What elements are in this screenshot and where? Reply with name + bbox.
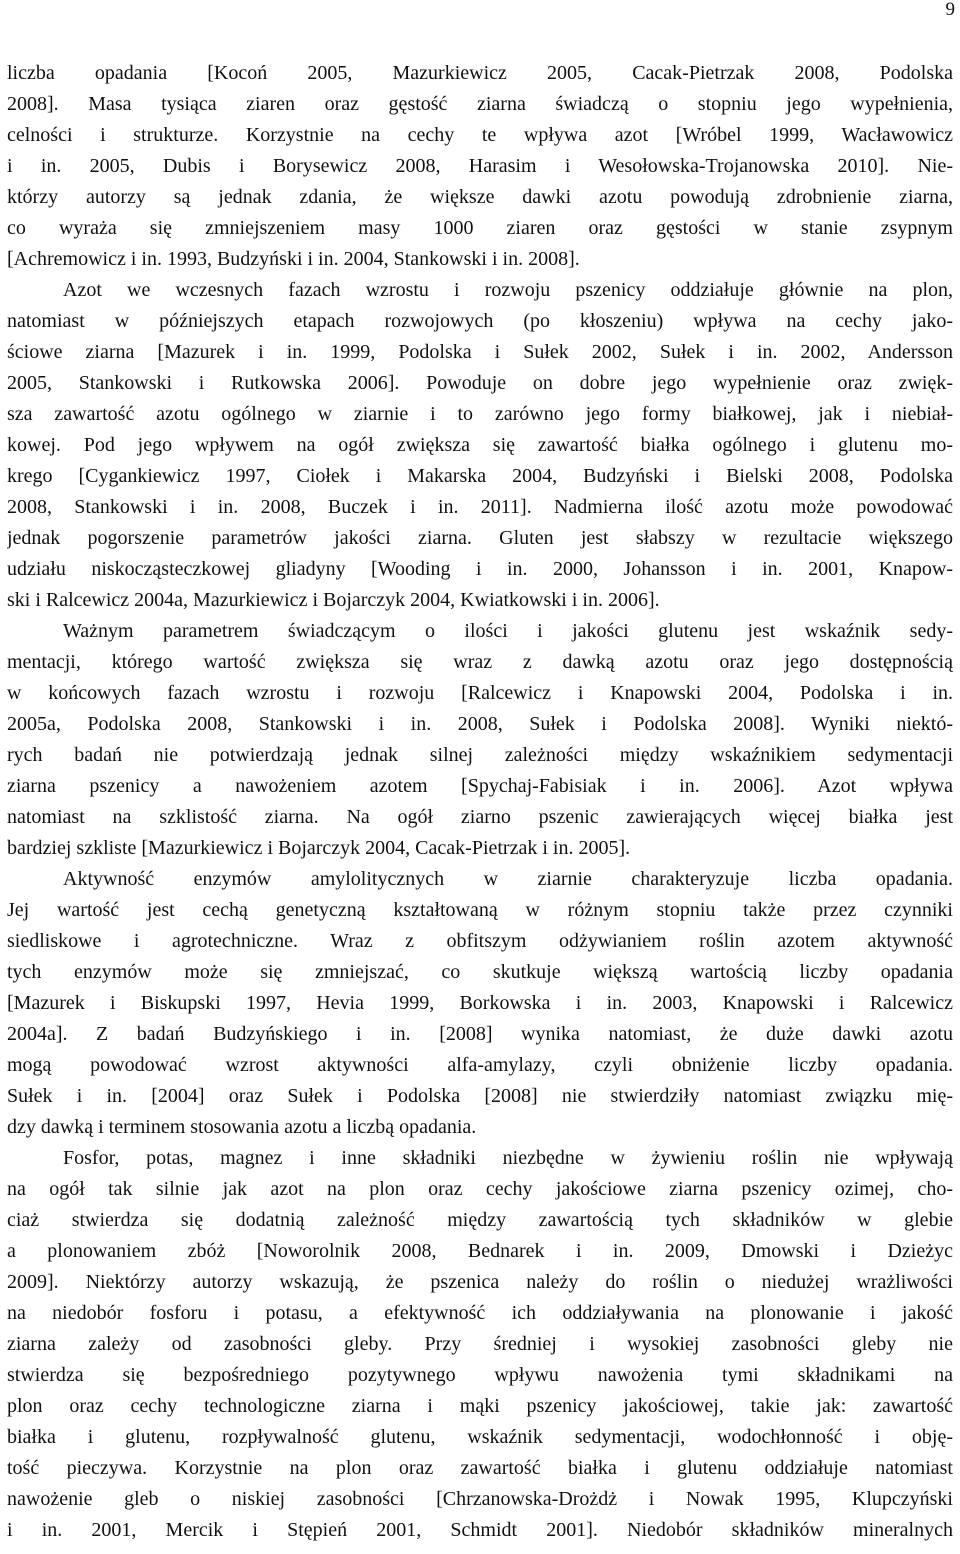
text-line: krego [Cygankiewicz 1997, Ciołek i Makarska 2004, Budzyński i Bielski 2008, Podolska — [7, 465, 953, 487]
text-line: jednak pogorszenie parametrów jakości ziarna. Gluten jest słabszy w rezultacie większego — [7, 527, 953, 549]
text-line: Ważnym parametrem świadczącym o ilości i jakości glutenu jest wskaźnik sedy- — [63, 620, 953, 642]
text-line: nawożenie gleb o niskiej zasobności [Chrzanowska-Drożdż i Nowak 1995, Klupczyński — [7, 1488, 953, 1510]
text-line: ski i Ralcewicz 2004a, Mazurkiewicz i Bojarczyk 2004, Kwiatkowski i in. 2006]. — [7, 589, 660, 611]
body-text — [7, 58, 953, 1546]
text-line: natomiast w późniejszych etapach rozwojowych (po kłoszeniu) wpływa na cechy jako- — [7, 310, 953, 332]
text-line: 2009]. Niektórzy autorzy wskazują, że pszenica należy do roślin o niedużej wrażliwości — [7, 1271, 953, 1293]
text-line: 2004a]. Z badań Budzyńskiego i in. [2008] wynika natomiast, że duże dawki azotu — [7, 1023, 953, 1045]
text-line: mentacji, którego wartość zwiększa się wraz z dawką azotu oraz jego dostępnością — [7, 651, 953, 673]
text-line: a plonowaniem zbóż [Noworolnik 2008, Bednarek i in. 2009, Dmowski i Dzieżyc — [7, 1240, 953, 1262]
text-line: natomiast na szklistość ziarna. Na ogół ziarno pszenic zawierających więcej białka jest — [7, 806, 953, 828]
text-line: 2005a, Podolska 2008, Stankowski i in. 2008, Sułek i Podolska 2008]. Wyniki niektó- — [7, 713, 953, 735]
text-line: tych enzymów może się zmniejszać, co skutkuje większą wartością liczby opadania — [7, 961, 953, 983]
page-number: 9 — [945, 0, 955, 20]
text-line: i in. 2005, Dubis i Borysewicz 2008, Harasim i Wesołowska-Trojanowska 2010]. Nie- — [7, 155, 953, 177]
text-line: celności i strukturze. Korzystnie na cechy te wpływa azot [Wróbel 1999, Wacławowicz — [7, 124, 953, 146]
text-line: Sułek i in. [2004] oraz Sułek i Podolska [2008] nie stwierdziły natomiast związku mię- — [7, 1085, 953, 1107]
text-line: ściowe ziarna [Mazurek i in. 1999, Podolska i Sułek 2002, Sułek i in. 2002, Andersson — [7, 341, 953, 363]
text-line: stwierdza się bezpośredniego pozytywnego wpływu nawożenia tymi składnikami na — [7, 1364, 953, 1386]
text-line: 2008]. Masa tysiąca ziaren oraz gęstość ziarna świadczą o stopniu jego wypełnienia, — [7, 93, 953, 115]
text-line: i in. 2001, Mercik i Stępień 2001, Schmidt 2001]. Niedobór składników mineralnych — [7, 1519, 953, 1541]
text-line: siedliskowe i agrotechniczne. Wraz z obfitszym odżywianiem roślin azotem aktywność — [7, 930, 953, 952]
text-line: na ogół tak silnie jak azot na plon oraz cechy jakościowe ziarna pszenicy ozimej, cho- — [7, 1178, 953, 1200]
text-line: w końcowych fazach wzrostu i rozwoju [Ralcewicz i Knapowski 2004, Podolska i in. — [7, 682, 953, 704]
text-line: ziarna zależy od zasobności gleby. Przy średniej i wysokiej zasobności gleby nie — [7, 1333, 953, 1355]
text-line: którzy autorzy są jednak zdania, że większe dawki azotu powodują zdrobnienie ziarna, — [7, 186, 953, 208]
text-line: Aktywność enzymów amylolitycznych w ziarnie charakteryzuje liczba opadania. — [63, 868, 953, 890]
text-line: Fosfor, potas, magnez i inne składniki niezbędne w żywieniu roślin nie wpływają — [63, 1147, 953, 1169]
text-line: Jej wartość jest cechą genetyczną kształtowaną w różnym stopniu także przez czynniki — [7, 899, 953, 921]
text-line: mogą powodować wzrost aktywności alfa-amylazy, czyli obniżenie liczby opadania. — [7, 1054, 953, 1076]
text-line: liczba opadania [Kocoń 2005, Mazurkiewicz 2005, Cacak-Pietrzak 2008, Podolska — [7, 62, 953, 84]
text-line: Azot we wczesnych fazach wzrostu i rozwoju pszenicy oddziałuje głównie na plon, — [63, 279, 953, 301]
text-line: na niedobór fosforu i potasu, a efektywność ich oddziaływania na plonowanie i jakość — [7, 1302, 953, 1324]
text-line: bardziej szkliste [Mazurkiewicz i Bojarczyk 2004, Cacak-Pietrzak i in. 2005]. — [7, 837, 631, 859]
text-line: [Achremowicz i in. 1993, Budzyński i in. 2004, Stankowski i in. 2008]. — [7, 248, 580, 270]
text-line: 2008, Stankowski i in. 2008, Buczek i in. 2011]. Nadmierna ilość azotu może powodować — [7, 496, 953, 518]
text-line: ziarna pszenicy a nawożeniem azotem [Spychaj-Fabisiak i in. 2006]. Azot wpływa — [7, 775, 953, 797]
text-line: ciaż stwierdza się dodatnią zależność między zawartością tych składników w glebie — [7, 1209, 953, 1231]
text-line: sza zawartość azotu ogólnego w ziarnie i to zarówno jego formy białkowej, jak i niebiał- — [7, 403, 953, 425]
text-line: udziału niskocząsteczkowej gliadyny [Wooding i in. 2000, Johansson i in. 2001, Knapow- — [7, 558, 953, 580]
text-line: co wyraża się zmniejszeniem masy 1000 ziaren oraz gęstości w stanie zsypnym — [7, 217, 953, 239]
text-line: dzy dawką i terminem stosowania azotu a liczbą opadania. — [7, 1116, 477, 1138]
text-line: białka i glutenu, rozpływalność glutenu, wskaźnik sedymentacji, wodochłonność i obję- — [7, 1426, 953, 1448]
text-line: tość pieczywa. Korzystnie na plon oraz zawartość białka i glutenu oddziałuje natomiast — [7, 1457, 953, 1479]
text-line: rych badań nie potwierdzają jednak silnej zależności między wskaźnikiem sedymentacji — [7, 744, 953, 766]
text-line: kowej. Pod jego wpływem na ogół zwiększa się zawartość białka ogólnego i glutenu mo- — [7, 434, 953, 456]
text-line: 2005, Stankowski i Rutkowska 2006]. Powoduje on dobre jego wypełnienie oraz zwięk- — [7, 372, 953, 394]
text-line: [Mazurek i Biskupski 1997, Hevia 1999, Borkowska i in. 2003, Knapowski i Ralcewicz — [7, 992, 953, 1014]
text-line: plon oraz cechy technologiczne ziarna i mąki pszenicy jakościowej, takie jak: zawartość — [7, 1395, 953, 1417]
